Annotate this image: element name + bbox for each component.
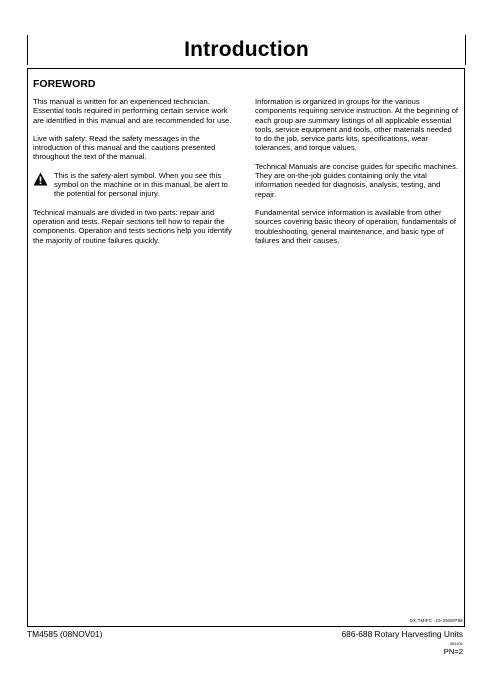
paragraph-fundamental-info: Fundamental service information is available from other sources covering basic theory of operation, fundamentals of troubleshooting, general maintenance, and basic type of failures and their causes.	[255, 207, 456, 245]
safety-alert-note	[33, 171, 238, 199]
warning-triangle-icon	[33, 172, 48, 186]
footer-manual-title: 686-688 Rotary Harvesting Units	[341, 629, 463, 639]
footer-manual-id: TM4585 (08NOV01)	[27, 629, 103, 639]
paragraph-technical-manuals-parts: Technical manuals are divided in two parts: repair and operation and tests. Repair sections tell how to repair the components. Operation and tests sections help you identify the majority of routine failures quickly.	[33, 207, 232, 245]
section-heading: FOREWORD	[33, 78, 96, 90]
paragraph-intro: This manual is written for an experienced technician. Essential tools required in performing certain service work are identified in this manual and are recommended for use.	[33, 97, 232, 125]
right-column	[255, 97, 460, 254]
paragraph-live-with-safety: Live with safety: Read the safety messages in the introduction of this manual and the cautions presented throughout the text of the manual.	[33, 133, 216, 162]
page-number: PN=2	[443, 647, 463, 656]
paragraph-concise-guides: Technical Manuals are concise guides for specific machines. They are on-the-job guides containing only the vital information needed for diagnosis, analysis, testing, and repair.	[255, 161, 459, 199]
paragraph-information-organized: Information is organized in groups for the various components requiring service instruction. At the beginning of each group are summary listings of all applicable essential tools, service equipment and tools, other materials needed to do the job, service parts kits, specifications, wear tolerances, and torque values.	[255, 97, 459, 153]
left-column	[33, 97, 238, 254]
document-code: DX,TMIFC -19-29SEP98	[409, 618, 463, 623]
page-title: Introduction	[184, 38, 309, 61]
footer-date-code: 081101	[449, 641, 463, 646]
safety-alert-text: This is the safety-alert symbol. When you see this symbol on the machine or in this manual, be alert to the potential for personal injury.	[54, 170, 228, 199]
